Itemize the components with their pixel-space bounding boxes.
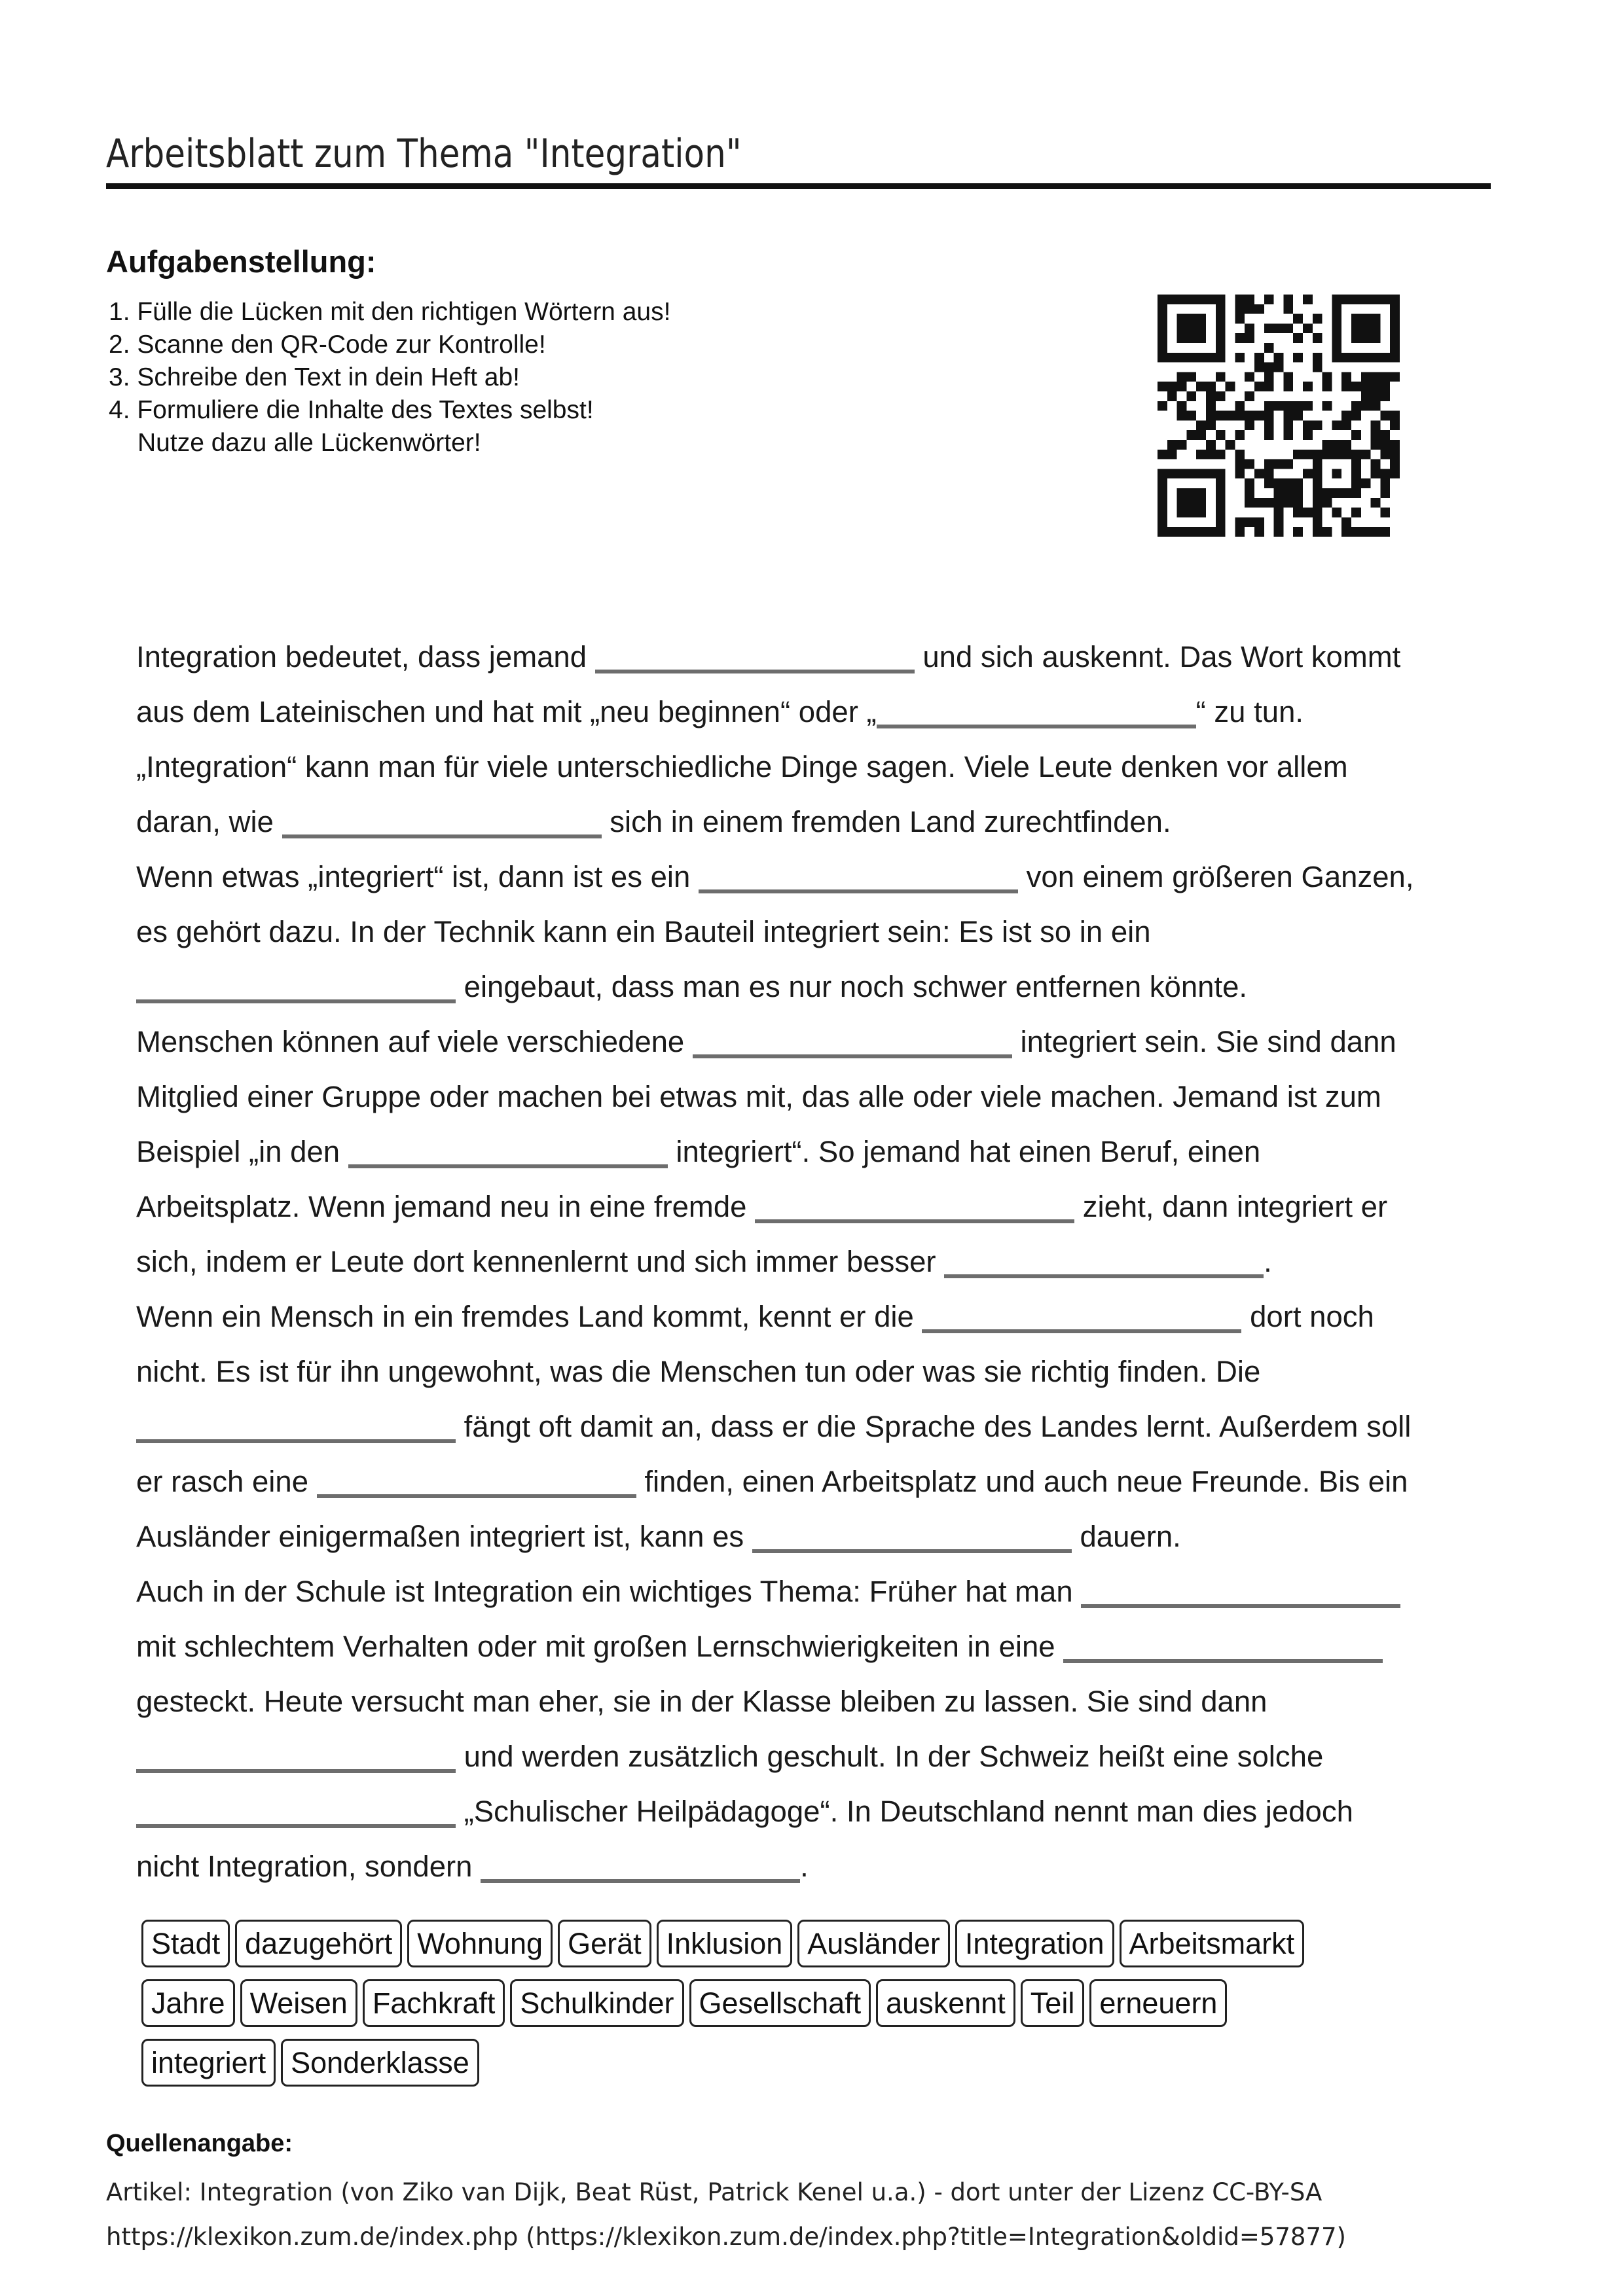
text-line xyxy=(136,1289,1485,1344)
text-line xyxy=(136,1399,1485,1454)
text-segment: und werden zusätzlich geschult. In der Schweiz heißt eine solche xyxy=(456,1740,1324,1773)
blank-gap[interactable] xyxy=(922,1300,1241,1333)
task-item: 4. Formuliere die Inhalte des Textes selbst! xyxy=(109,396,594,424)
blank-gap[interactable] xyxy=(1081,1575,1400,1608)
text-line xyxy=(136,630,1485,685)
text-line xyxy=(136,1234,1485,1289)
word-chip[interactable]: dazugehört xyxy=(235,1920,402,1967)
text-segment: Auch in der Schule ist Integration ein wichtiges Thema: Früher hat man xyxy=(136,1575,1082,1608)
text-line xyxy=(136,1564,1485,1619)
text-segment: und sich auskennt. Das Wort kommt xyxy=(914,640,1401,673)
text-segment: zieht, dann integriert er xyxy=(1074,1190,1388,1223)
text-line xyxy=(136,1674,1485,1729)
text-segment: von einem größeren Ganzen, xyxy=(1018,860,1414,893)
task-item: 2. Scanne den QR-Code zur Kontrolle! xyxy=(109,331,546,359)
blank-gap[interactable] xyxy=(136,1410,456,1443)
text-line xyxy=(136,795,1485,850)
text-line xyxy=(136,1124,1485,1179)
text-segment: integriert sein. Sie sind dann xyxy=(1012,1025,1396,1058)
task-heading: Aufgabenstellung: xyxy=(106,244,376,279)
word-chip[interactable]: Ausländer xyxy=(797,1920,950,1967)
word-bank-row xyxy=(141,1979,1451,2039)
qr-code-icon[interactable] xyxy=(1158,295,1400,537)
text-segment: sich in einem fremden Land zurechtfinden. xyxy=(601,805,1171,838)
text-line xyxy=(136,740,1485,795)
text-segment: gesteckt. Heute versucht man eher, sie in der Klasse bleiben zu lassen. Sie sind dann xyxy=(136,1685,1267,1718)
task-item: 3. Schreibe den Text in dein Heft ab! xyxy=(109,363,520,391)
text-line xyxy=(136,1014,1485,1069)
text-segment: aus dem Lateinischen und hat mit „neu beginnen“ oder „ xyxy=(136,695,877,728)
text-segment: “ zu tun. xyxy=(1195,695,1304,728)
blank-gap[interactable] xyxy=(699,861,1018,893)
text-segment: Integration bedeutet, dass jemand xyxy=(136,640,595,673)
blank-gap[interactable] xyxy=(595,641,915,673)
cloze-text xyxy=(136,630,1485,1894)
text-segment: nicht Integration, sondern xyxy=(136,1850,481,1883)
text-segment: „Integration“ kann man für viele unterschiedliche Dinge sagen. Viele Leute denken vor allem xyxy=(136,750,1348,783)
blank-gap[interactable] xyxy=(136,1740,456,1773)
text-segment: es gehört dazu. In der Technik kann ein Bauteil integriert sein: Es ist so in ein xyxy=(136,915,1151,948)
text-line xyxy=(136,1509,1485,1564)
word-chip[interactable]: Gerät xyxy=(558,1920,651,1967)
blank-gap[interactable] xyxy=(944,1246,1264,1278)
text-segment: eingebaut, dass man es nur noch schwer entfernen könnte. xyxy=(456,970,1248,1003)
text-segment: Arbeitsplatz. Wenn jemand neu in eine fremde xyxy=(136,1190,756,1223)
text-segment: Wenn ein Mensch in ein fremdes Land kommt, kennt er die xyxy=(136,1300,922,1333)
text-line xyxy=(136,1069,1485,1124)
word-chip[interactable]: Fachkraft xyxy=(363,1979,505,2027)
blank-gap[interactable] xyxy=(877,696,1196,728)
blank-gap[interactable] xyxy=(348,1136,668,1168)
page-title: Arbeitsblatt zum Thema "Integration" xyxy=(106,131,742,177)
text-segment: Ausländer einigermaßen integriert ist, kann es xyxy=(136,1520,752,1553)
text-segment: er rasch eine xyxy=(136,1465,317,1498)
text-segment: „Schulischer Heilpädagoge“. In Deutschland nennt man dies jedoch xyxy=(456,1795,1353,1828)
text-segment: daran, wie xyxy=(136,805,282,838)
blank-gap[interactable] xyxy=(317,1465,636,1498)
text-segment: integriert“. So jemand hat einen Beruf, einen xyxy=(667,1135,1261,1168)
word-chip[interactable]: Arbeitsmarkt xyxy=(1120,1920,1305,1967)
word-chip[interactable]: auskennt xyxy=(876,1979,1015,2027)
source-heading: Quellenangabe: xyxy=(106,2130,293,2157)
word-bank-row xyxy=(141,2039,1451,2098)
word-chip[interactable]: Sonderklasse xyxy=(281,2039,479,2087)
text-line xyxy=(136,1619,1485,1674)
text-segment: Menschen können auf viele verschiedene xyxy=(136,1025,693,1058)
blank-gap[interactable] xyxy=(693,1026,1012,1058)
text-segment: Mitglied einer Gruppe oder machen bei etwas mit, das alle oder viele machen. Jemand ist zum xyxy=(136,1080,1381,1113)
text-segment: Wenn etwas „integriert“ ist, dann ist es ein xyxy=(136,860,699,893)
task-item: 1. Fülle die Lücken mit den richtigen Wörtern aus! xyxy=(109,298,671,326)
blank-gap[interactable] xyxy=(752,1520,1072,1553)
text-segment: mit schlechtem Verhalten oder mit großen Lernschwierigkeiten in eine xyxy=(136,1630,1064,1663)
text-line xyxy=(136,1454,1485,1509)
title-underline xyxy=(106,183,1491,189)
word-chip[interactable]: Integration xyxy=(955,1920,1114,1967)
text-segment: sich, indem er Leute dort kennenlernt und sich immer besser xyxy=(136,1245,945,1278)
text-segment: . xyxy=(800,1850,809,1883)
text-line xyxy=(136,685,1485,740)
text-segment: finden, einen Arbeitsplatz und auch neue Freunde. Bis ein xyxy=(636,1465,1408,1498)
text-line xyxy=(136,1839,1485,1894)
text-segment: dort noch xyxy=(1241,1300,1374,1333)
source-article-line: Artikel: Integration (von Ziko van Dijk, Beat Rüst, Patrick Kenel u.a.) - dort unter der Lizenz CC-BY-SA xyxy=(106,2178,1322,2206)
blank-gap[interactable] xyxy=(1063,1630,1383,1663)
text-line xyxy=(136,905,1485,960)
blank-gap[interactable] xyxy=(481,1850,800,1883)
word-chip[interactable]: erneuern xyxy=(1089,1979,1227,2027)
word-bank xyxy=(141,1920,1451,2098)
word-chip[interactable]: Wohnung xyxy=(407,1920,553,1967)
text-segment: fängt oft damit an, dass er die Sprache des Landes lernt. Außerdem soll xyxy=(456,1410,1412,1443)
word-chip[interactable]: Gesellschaft xyxy=(689,1979,871,2027)
word-chip[interactable]: Jahre xyxy=(141,1979,235,2027)
blank-gap[interactable] xyxy=(282,806,602,838)
word-bank-row xyxy=(141,1920,1451,1979)
text-segment: dauern. xyxy=(1071,1520,1181,1553)
text-line xyxy=(136,850,1485,905)
word-chip[interactable]: Teil xyxy=(1021,1979,1085,2027)
word-chip[interactable]: Schulkinder xyxy=(510,1979,684,2027)
text-segment: Beispiel „in den xyxy=(136,1135,348,1168)
word-chip[interactable]: integriert xyxy=(141,2039,276,2087)
task-list xyxy=(109,296,670,459)
text-segment: nicht. Es ist für ihn ungewohnt, was die Menschen tun oder was sie richtig finden. Die xyxy=(136,1355,1261,1388)
text-line xyxy=(136,1344,1485,1399)
text-line xyxy=(136,1729,1485,1784)
blank-gap[interactable] xyxy=(136,971,456,1003)
blank-gap[interactable] xyxy=(755,1191,1074,1223)
source-url-link[interactable]: https://klexikon.zum.de/index.php (https://klexikon.zum.de/index.php?title=Integration&oldid=57877) xyxy=(106,2223,1346,2251)
text-segment: . xyxy=(1264,1245,1272,1278)
text-line xyxy=(136,1179,1485,1234)
word-chip[interactable]: Stadt xyxy=(141,1920,230,1967)
task-item: Nutze dazu alle Lückenwörter! xyxy=(137,429,481,457)
blank-gap[interactable] xyxy=(136,1795,456,1828)
text-line xyxy=(136,1784,1485,1839)
text-line xyxy=(136,960,1485,1014)
word-chip[interactable]: Inklusion xyxy=(657,1920,793,1967)
word-chip[interactable]: Weisen xyxy=(240,1979,357,2027)
